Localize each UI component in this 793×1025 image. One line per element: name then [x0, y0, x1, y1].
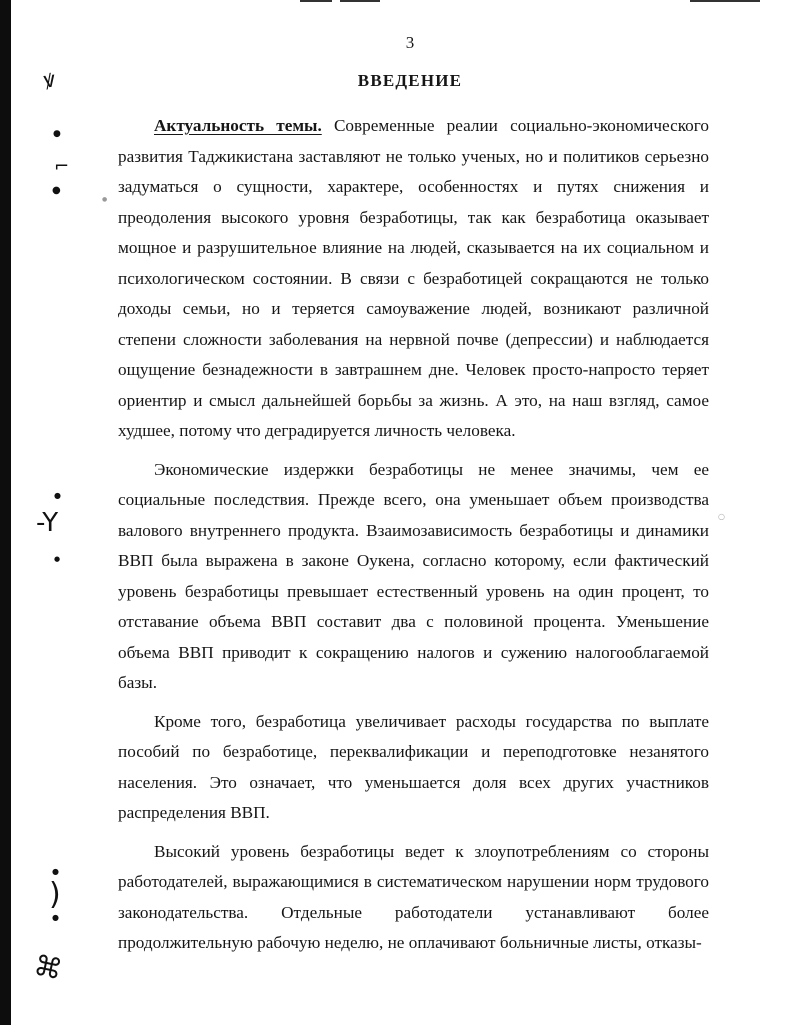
margin-handwritten-mark: -Y [36, 508, 59, 538]
paragraph-text: Современные реалии социально-экономического развития Таджикистана заставляют не только ученых, но и политиков серьезно задуматься о сущности, характере, особенностях и путях снижения и преодоления высокого уровня безработицы, так как безработица оказывает мощное и разрушительное влияние на людей, сказывается на их социальном и психологическом состоянии. В связи с безработицей сокращаются не только доходы семьи, но и теряется самоуважение людей, возникают различной степени сложности заболевания на нервной почве (депрессии) и наблюдается ощущение безнадежности в завтрашнем дне. Человек просто-напросто теряет ориентир и смысл дальнейшей борьбы за жизнь. А это, на наш взгляд, самое худшее, потому что деградируется личность человека. [118, 116, 709, 440]
paragraph: Высокий уровень безработицы ведет к злоупотреблениям со стороны работодателей, выражающимися в систематическом нарушении норм трудового законодательства. Отдельные работодатели устанавливают более продолжительную рабочую неделю, не оплачивают больничные листы, отказы- [118, 841, 709, 952]
topic-relevance-label: Актуальность темы. [154, 116, 322, 135]
paragraph: Экономические издержки безработицы не менее значимы, чем ее социальные последствия. Прежде всего, она уменьшает объем производства валового внутреннего продукта. Взаимозависимость безработицы и динамики ВВП была выражена в законе Оукена, согласно которому, если фактический уровень безработицы превышает естественный уровень на один процент, то отставание объема ВВП составит два с половиной процента. Уменьшение объема ВВП приводит к сокращению налогов и сужению налогооблагаемой базы. [118, 459, 709, 692]
margin-punch-mark: ● [52, 913, 59, 922]
margin-handwritten-mark: ꝟ [42, 67, 57, 94]
scan-speck: ○ [718, 512, 725, 521]
margin-bracket-mark: ) [49, 877, 61, 912]
scan-speck: ● [102, 196, 108, 203]
scan-top-rule [340, 0, 380, 2]
page-title: ВВЕДЕНИЕ [357, 71, 463, 90]
margin-punch-mark: ● [54, 555, 61, 563]
margin-punch-mark: ● [54, 491, 61, 500]
scan-top-rule [690, 0, 760, 2]
margin-punch-mark: ● [53, 129, 61, 139]
margin-punch-mark: ⌐ [54, 156, 70, 177]
paragraph: Кроме того, безработица увеличивает расходы государства по выплате пособий по безработице, переквалификации и переподготовке незанятого населения. Это означает, что уменьшается доля всех других участников распределения ВВП. [118, 711, 709, 822]
margin-punch-mark: ● [52, 867, 59, 876]
scan-top-rule [300, 0, 332, 2]
margin-punch-mark: ● [52, 185, 61, 196]
margin-handwritten-mark: ⌘ [30, 948, 66, 987]
scan-binding-edge [0, 0, 11, 1025]
body-text [118, 111, 709, 967]
paragraph [118, 111, 709, 447]
page-number: 3 [405, 33, 415, 52]
